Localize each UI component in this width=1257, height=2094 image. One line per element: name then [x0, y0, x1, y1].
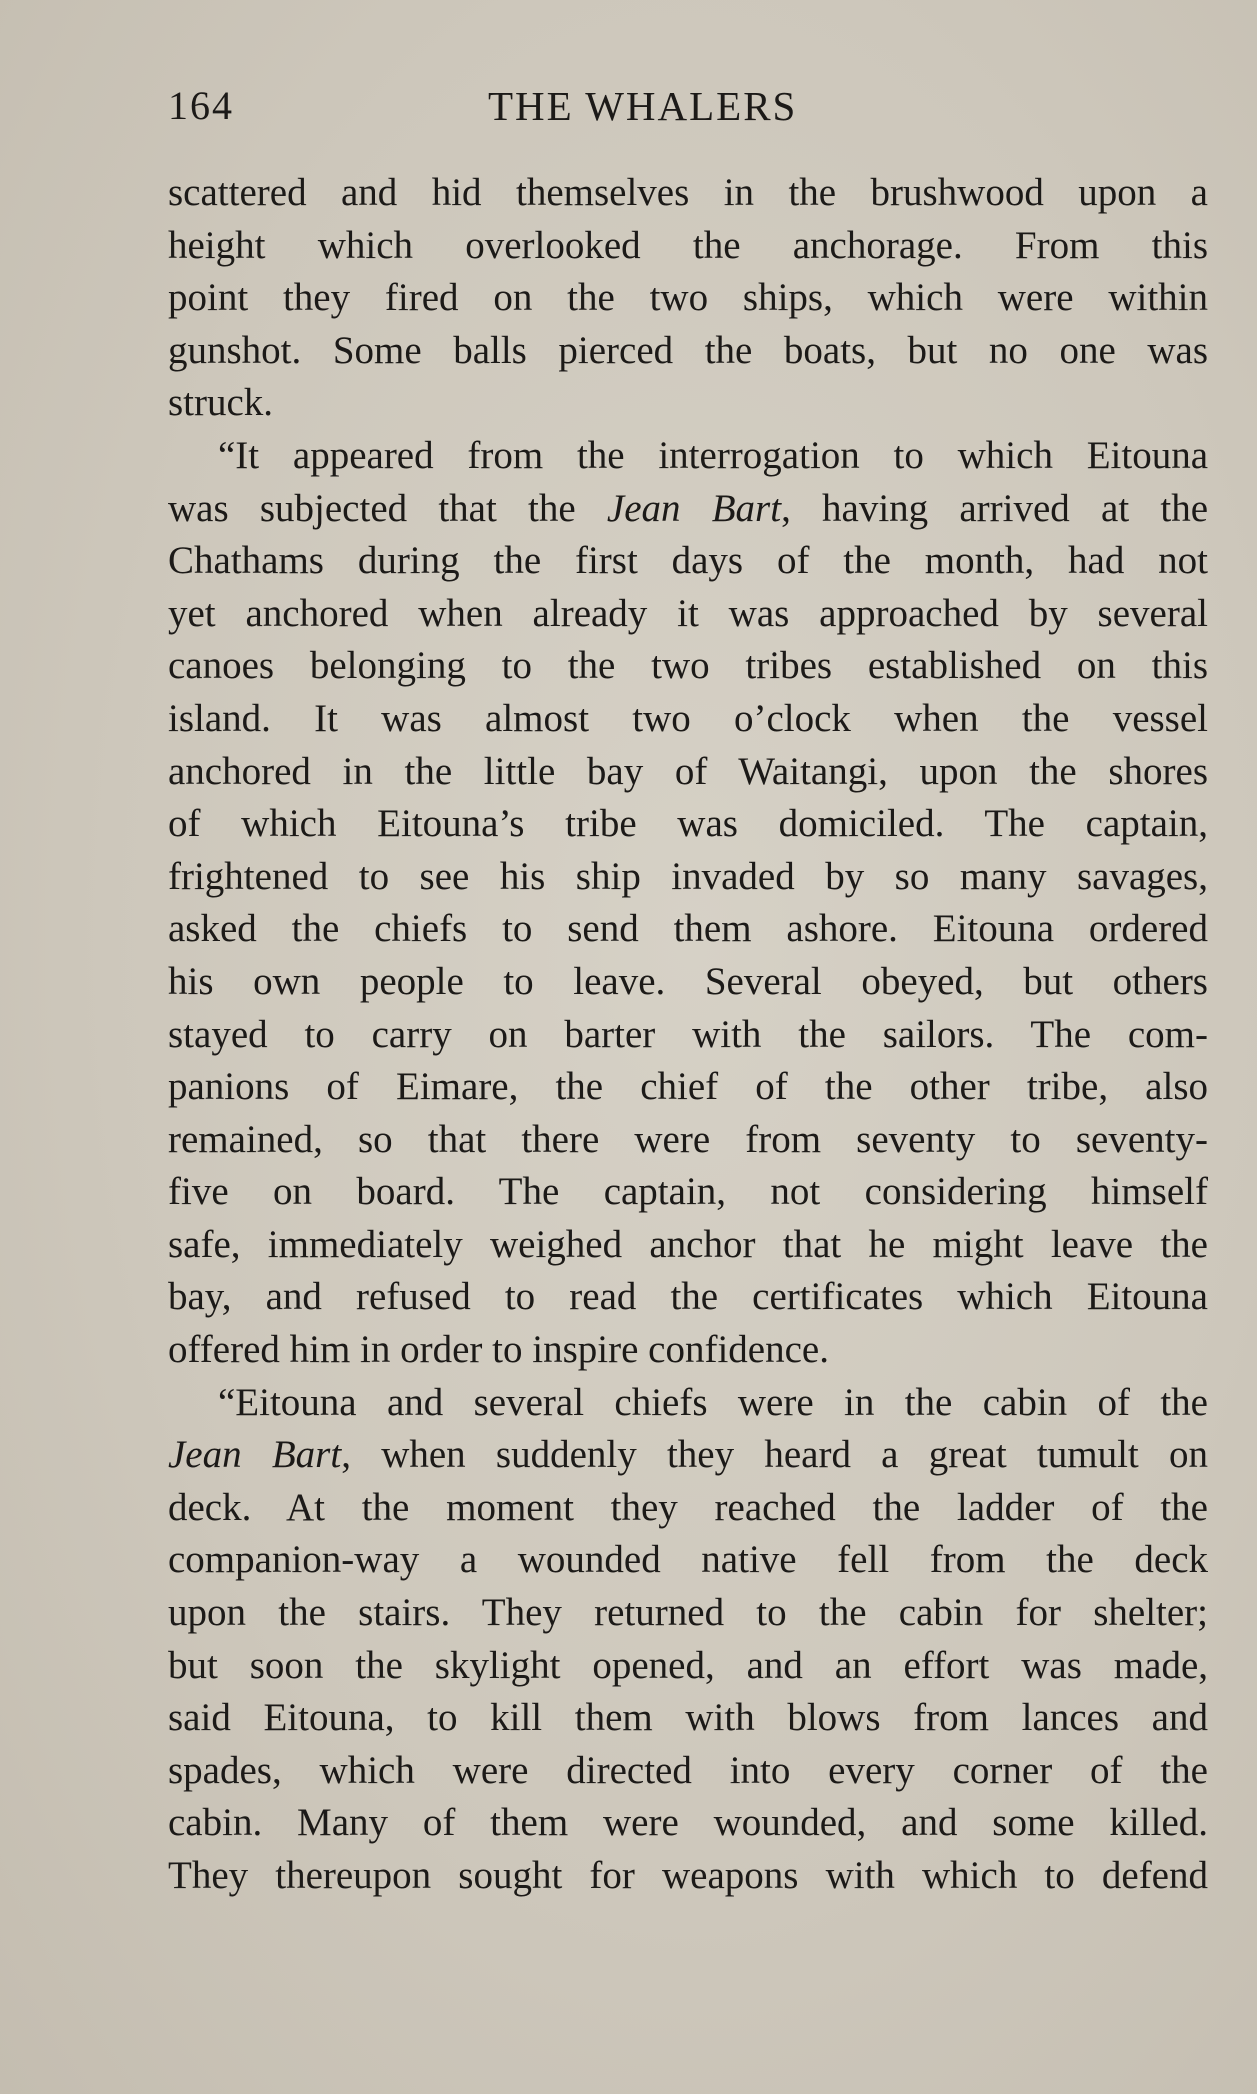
text-line: scattered and hid themselves in the brushwood upon a — [168, 171, 1208, 214]
text-line: asked the chiefs to send them ashore. Eitouna ordered — [168, 907, 1208, 951]
text-line: anchored in the little bay of Waitangi, upon the shores — [168, 749, 1208, 793]
page-number: 164 — [168, 83, 234, 128]
text-line: struck. — [168, 381, 274, 425]
text-line: deck. At the moment they reached the ladder of the — [168, 1485, 1208, 1529]
text-line: cabin. Many of them were wounded, and some killed. — [168, 1801, 1208, 1845]
text-line: of which Eitouna’s tribe was domiciled. The captain, — [168, 802, 1208, 846]
text-line: but soon the skylight opened, and an effort was made, — [168, 1643, 1208, 1687]
text-line: point they fired on the two ships, which were within — [168, 276, 1208, 320]
text-line: said Eitouna, to kill them with blows from lances and — [168, 1696, 1208, 1740]
text-line: safe, immediately weighed anchor that he might leave the — [168, 1222, 1208, 1266]
text-line: Chathams during the first days of the month, had not — [168, 539, 1208, 583]
text-line: spades, which were directed into every corner of the — [168, 1748, 1208, 1792]
text-line: was subjected that the Jean Bart, having arrived at the — [168, 486, 1208, 530]
text-line: upon the stairs. They returned to the cabin for shelter; — [168, 1591, 1208, 1635]
text-line: stayed to carry on barter with the sailors. The com- — [168, 1012, 1208, 1056]
text-line: his own people to leave. Several obeyed, but others — [168, 959, 1208, 1003]
text-line: Jean Bart, when suddenly they heard a great tumult on — [168, 1433, 1208, 1477]
text-line: canoes belonging to the two tribes established on this — [168, 644, 1208, 688]
text-line: remained, so that there were from seventy to seventy- — [168, 1117, 1208, 1161]
text-line: height which overlooked the anchorage. From this — [168, 223, 1208, 267]
text-line: They thereupon sought for weapons with which to defend — [168, 1854, 1208, 1897]
body-text — [168, 167, 1208, 1903]
text-line: gunshot. Some balls pierced the boats, but no one was — [168, 328, 1208, 372]
ship-name-italic: Jean Bart — [168, 1433, 342, 1477]
text-line: companion-way a wounded native fell from the deck — [168, 1538, 1208, 1582]
ship-name-italic: Jean Bart — [606, 486, 782, 530]
text-line: bay, and refused to read the certificates which Eitouna — [168, 1275, 1208, 1319]
text-line: offered him in order to inspire confidence. — [168, 1328, 829, 1372]
text-line: island. It was almost two o’clock when the vessel — [168, 696, 1208, 740]
text-line: yet anchored when already it was approached by several — [168, 591, 1208, 635]
text-line-paragraph-start: “Eitouna and several chiefs were in the cabin of the — [218, 1380, 1208, 1424]
text-line: panions of Eimare, the chief of the other tribe, also — [168, 1065, 1208, 1109]
text-line: frightened to see his ship invaded by so many savages, — [168, 854, 1208, 898]
text-line-paragraph-start: “It appeared from the interrogation to which Eitouna — [218, 433, 1208, 477]
running-title: THE WHALERS — [488, 83, 798, 129]
page-header — [168, 82, 1098, 142]
text-line: five on board. The captain, not considering himself — [168, 1170, 1208, 1214]
